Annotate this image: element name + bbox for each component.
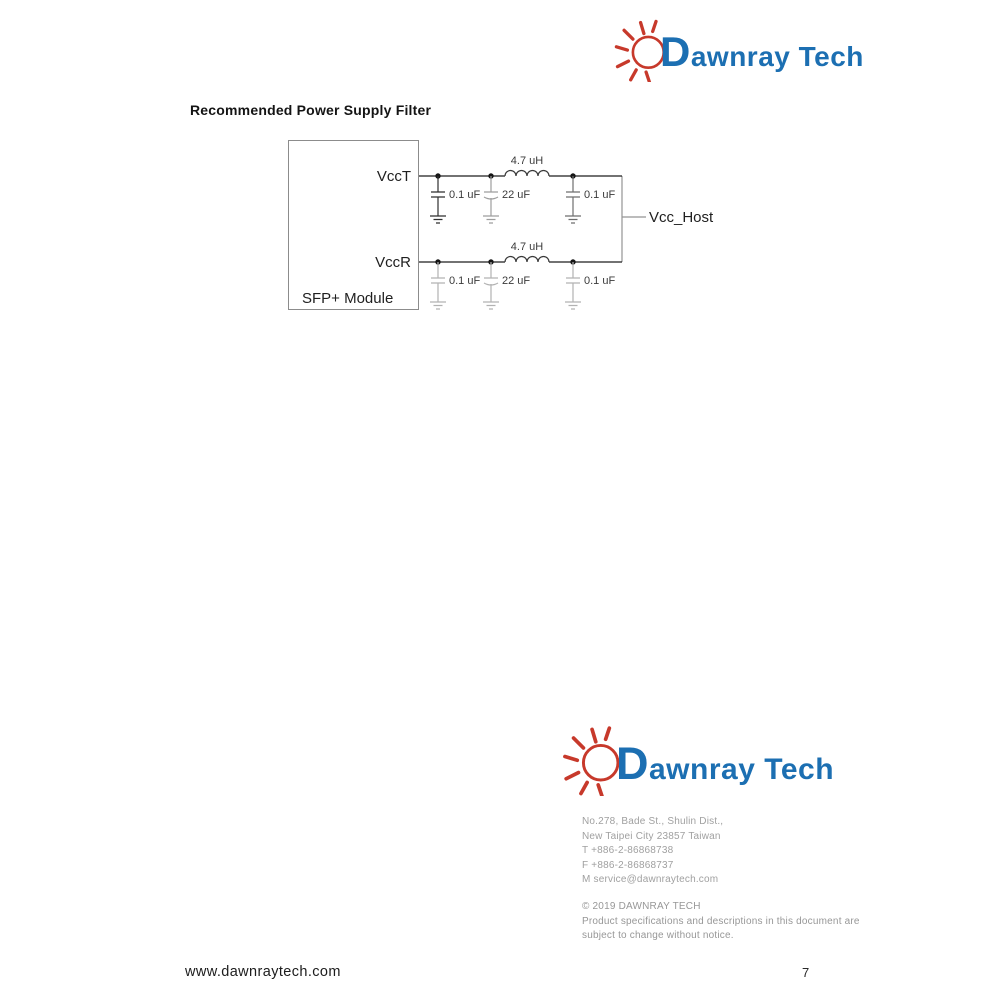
rail-vcct: [419, 155, 622, 223]
section-heading: Recommended Power Supply Filter: [190, 102, 432, 118]
capacitor-value: 22 uF: [502, 189, 531, 201]
footer-url: www.dawnraytech.com: [185, 964, 341, 980]
inductor-value: 4.7 uH: [510, 241, 544, 253]
module-label: SFP+ Module: [302, 290, 394, 307]
capacitor-symbol: [565, 176, 581, 223]
capacitor-value: 0.1 uF: [584, 275, 616, 287]
capacitor-symbol: [430, 176, 446, 223]
page-number: 7: [802, 965, 810, 980]
rail-vccr: [419, 241, 622, 309]
fax-line: F +886-2-86868737: [582, 859, 674, 871]
inductor-symbol: [505, 171, 549, 177]
address-line-2: New Taipei City 23857 Taiwan: [582, 830, 721, 842]
capacitor-value: 22 uF: [502, 275, 531, 287]
pin-label-vcct: VccT: [376, 168, 411, 185]
header-logo: [612, 16, 864, 82]
brand-wordmark: Dawnray Tech: [660, 28, 864, 76]
inductor-value: 4.7 uH: [510, 155, 544, 167]
pin-label-vccr: VccR: [375, 254, 411, 271]
capacitor-symbol: [565, 262, 581, 309]
contact-block: [582, 815, 723, 888]
notice-line-2: subject to change without notice.: [582, 930, 734, 942]
copyright-line: © 2019 DAWNRAY TECH: [582, 901, 701, 912]
capacitor-value: 0.1 uF: [584, 189, 616, 201]
capacitor-symbol: [483, 262, 499, 309]
footer-logo: [560, 722, 834, 796]
capacitor-value: 0.1 uF: [449, 275, 481, 287]
legal-block: [582, 900, 860, 944]
inductor-symbol: [505, 257, 549, 263]
notice-line-1: Product specifications and descriptions in this document are: [582, 915, 860, 927]
address-line-1: No.278, Bade St., Shulin Dist.,: [582, 816, 724, 827]
capacitor-value: 0.1 uF: [449, 189, 481, 201]
power-filter-diagram: [280, 135, 730, 320]
host-bus-wire: [622, 176, 646, 262]
host-label: Vcc_Host: [649, 209, 714, 226]
email-line: M service@dawnraytech.com: [582, 874, 719, 886]
telephone-line: T +886-2-86868738: [582, 845, 674, 857]
capacitor-symbol: [430, 262, 446, 309]
brand-wordmark: Dawnray Tech: [616, 738, 835, 790]
capacitor-symbol: [483, 176, 499, 223]
sfp-module-box: [289, 141, 419, 310]
